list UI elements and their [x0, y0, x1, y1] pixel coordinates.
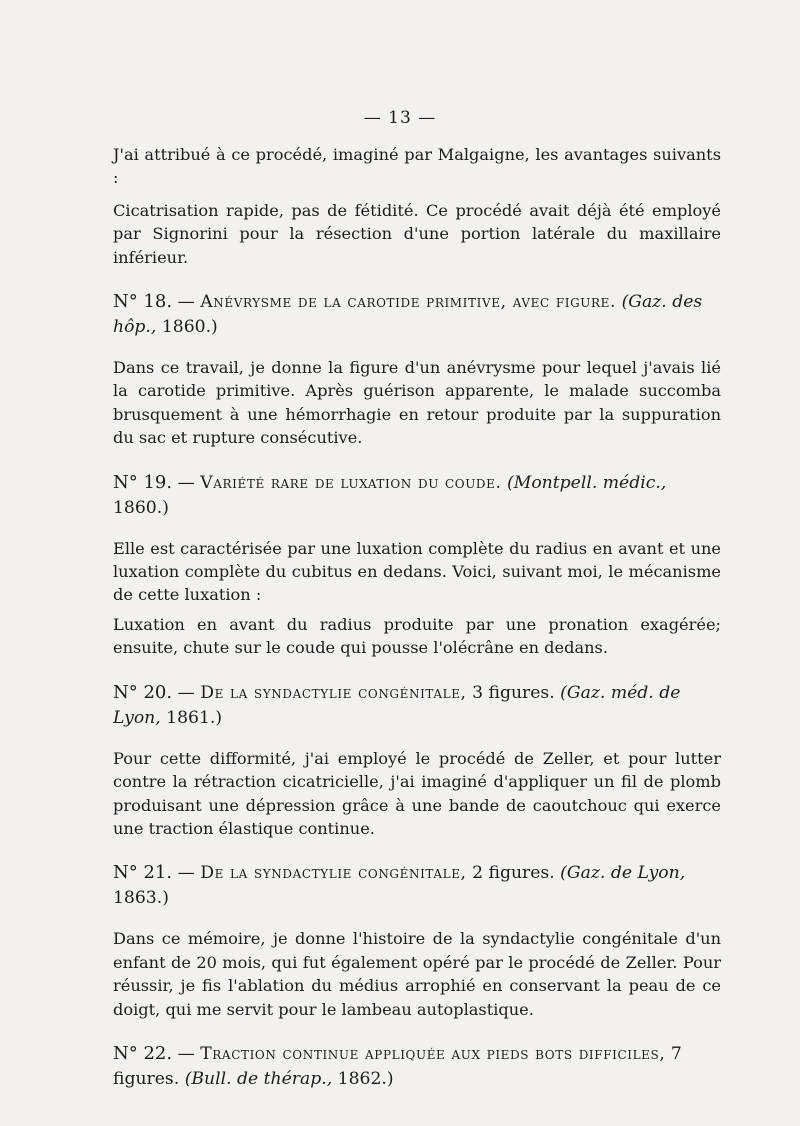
entry-heading-22: [113, 1041, 721, 1092]
entry-year: 1862.): [337, 1068, 394, 1089]
entry-number: N° 19.: [113, 471, 173, 493]
entry-year: 1860.): [161, 317, 218, 338]
entry-title: De la syndactylie congénitale,: [200, 863, 467, 884]
entry-figures: 2 figures.: [472, 863, 555, 884]
entry-dash: —: [177, 682, 195, 703]
entry-title: Traction continue appliquée aux pieds bots difficiles,: [200, 1043, 666, 1064]
entry-body-18: [113, 356, 721, 450]
entry-heading-18: [113, 289, 721, 340]
entry-source: (Montpell. médic.,: [507, 472, 667, 493]
entry-title: De la syndactylie congénitale,: [200, 682, 467, 703]
entry-paragraph: Luxation en avant du radius produite par une pronation exagérée; ensuite, chute sur le coude qui pousse l'olécrâne en dedans.: [113, 614, 721, 658]
entry-source: (Gaz. méd. de Lyon,: [113, 682, 681, 728]
entry-year: 1863.): [113, 888, 169, 909]
entry-title: Anévrysme de la carotide primitive, avec figure.: [200, 292, 617, 313]
entry-paragraph: Elle est caractérisée par une luxation complète du radius en avant et une luxation complète du cubitus en dedans. Voici, suivant moi, le mécanisme de cette luxation :: [113, 538, 721, 605]
entry-body-20: [113, 747, 721, 841]
entry-body-21: [113, 927, 721, 1021]
entry-number: N° 21.: [113, 862, 173, 884]
entry-dash: —: [177, 472, 195, 493]
entry-paragraph: Dans ce travail, je donne la figure d'un anévrysme pour lequel j'avais lié la carotide primitive. Après guérison apparente, le malade succomba brusquement à une hémorrhagie en retour produite par la suppuration du sac et rupture consécutive.: [113, 358, 721, 448]
entry-number: N° 22.: [113, 1042, 173, 1064]
entry-paragraph: Dans ce mémoire, je donne l'histoire de la syndactylie congénitale d'un enfant de 20 mois, qui fut également opéré par le procédé de Zeller. Pour réussir, je fis l'ablation du médius arrophié en conservant la peau de ce doigt, qui me servit pour le lambeau autoplastique.: [113, 929, 721, 1019]
entry-paragraph: Pour cette difformité, j'ai employé le procédé de Zeller, et pour lutter contre la rétraction cicatricielle, j'ai imaginé d'appliquer un fil de plomb produisant une dépression grâce à une bande de caoutchouc qui exerce une traction élastique continue.: [113, 748, 721, 838]
entry-title: Variété rare de luxation du coude.: [200, 472, 502, 493]
entry-figures: 7 figures.: [113, 1043, 682, 1089]
entry-year: 1861.): [166, 707, 223, 728]
intro-paragraph-1: J'ai attribué à ce procédé, imaginé par Malgaigne, les avantages suivants :: [113, 145, 721, 188]
entry-dash: —: [177, 863, 195, 884]
entry-body-19: [113, 537, 721, 660]
entry-heading-20: [113, 680, 721, 731]
entry-figures: 3 figures.: [472, 682, 555, 703]
entry-dash: —: [177, 1043, 195, 1064]
entry-heading-19: [113, 470, 721, 521]
entry-source: (Gaz. de Lyon,: [560, 863, 686, 884]
entry-dash: —: [177, 292, 195, 313]
intro-paragraph-2: Cicatrisation rapide, pas de fétidité. Ce procédé avait déjà été employé par Signorini pour la résection d'une portion latérale du maxillaire inférieur.: [113, 200, 721, 267]
entry-source: (Bull. de thérap.,: [184, 1068, 333, 1089]
entry-number: N° 20.: [113, 681, 173, 703]
entry-source: (Gaz. des hôp.,: [113, 292, 703, 338]
entry-number: N° 18.: [113, 291, 173, 313]
entry-heading-21: [113, 860, 721, 911]
page-content: [113, 143, 721, 1108]
page-number: — 13 —: [363, 108, 437, 128]
entry-year: 1860.): [113, 497, 169, 518]
